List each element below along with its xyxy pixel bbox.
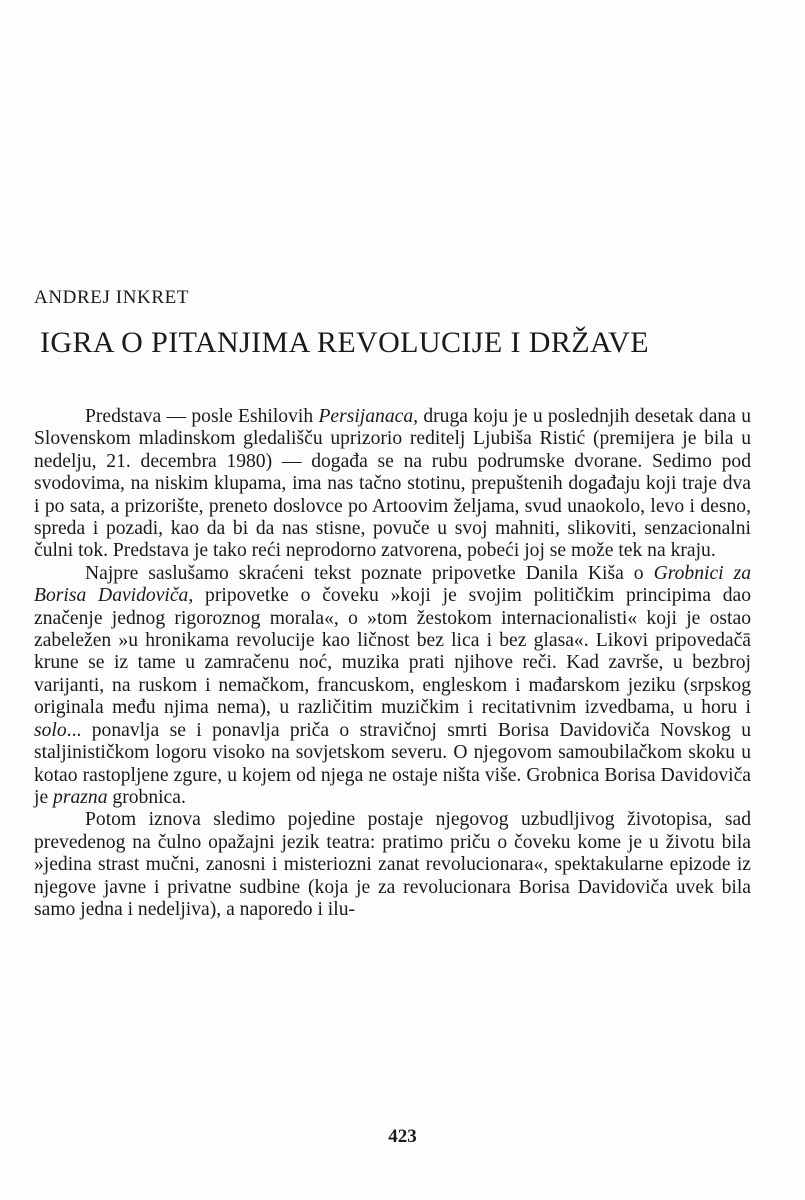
italic-work-title: Grobnici za Borisa Davidoviča, xyxy=(34,562,751,607)
author-name: ANDREJ INKRET xyxy=(34,287,190,308)
page-number: 423 xyxy=(388,1126,417,1147)
paragraph-text: Predstava — posle Eshilovih xyxy=(85,406,319,427)
paragraph-text: grobnica. xyxy=(107,786,186,808)
italic-work-title: Persijanaca, xyxy=(318,406,419,427)
italic-term: prazna xyxy=(53,786,108,808)
italic-term: solo xyxy=(34,719,67,741)
article-title: IGRA O PITANJIMA REVOLUCIJE I DRŽAVE xyxy=(40,326,649,359)
paragraph-text: druga koju je u poslednjih desetak dana u Slovenskom mladinskom gledališču uprizorio reditelj Ljubiša Ristić (premijera je bila u nedelju, 21. decembra 1980) — događa se na rubu podrumske dvorane. Sedimo pod svodovima, na niskim klupama, ima nas tačno stotinu, prepuštenih događaju koji traje dva i po sata, a prizorište, preneto doslovce po Artoovim željama, svud unaokolo, levo i desno, spreda i pozadi, kao da bi da nas stisne, povuče u svoj mahniti, slikoviti, senzacionalni čulni tok. Predstava je tako reći neprodorno zatvorena, pobeći joj se može tek na kraju. xyxy=(34,406,752,562)
paragraph-text: Najpre saslušamo skraćeni tekst poznate pripovetke Danila Kiša o xyxy=(85,562,654,584)
paragraph-text: ... ponavlja se i ponavlja priča o stravičnoj smrti Borisa Davidoviča Novskog u staljinističkom logoru visoko na sovjetskom severu. O njegovom samoubilačkom skoku u kotao rastopljene zgure, u kojem od njega ne ostaje ništa više. Grobnica Borisa Davidoviča je xyxy=(34,719,751,808)
paragraph-3: Potom iznova sledimo pojedine postaje njegovog uzbudljivog životopisa, sad prevedenog na čulno opažajni jezik teatra: pratimo priču o čoveku kome je u životu bila »jedina strast mučni, zanosni i misteriozni zanat revolucionara«, spektakularne epizode iz njegove javne i privatne sudbine (koja je za revolucionara Borisa Davidoviča uvek bila samo jedna i nedeljiva), a naporedo i ilu- xyxy=(34,809,751,920)
paragraph-text: pripovetke o čoveku »koji je svojim političkim principima dao značenje jednog rigoroznog morala«, o »tom žestokom internacionalisti« koji je ostao zabeležen »u hronikama revolucije kao ličnost bez lica i bez glasa«. Likovi pripovedačā krune se iz tame u zamračenu noć, muzika prati njihove reči. Kad završe, u bezbroj varijanti, na ruskom i nemačkom, francuskom, engleskom i mađarskom jeziku (srpskog originala među njima nema), u različitim muzičkim i recitativnim izvedbama, u horu i xyxy=(34,585,751,719)
article-body xyxy=(34,406,751,921)
paragraph-2 xyxy=(34,563,751,809)
paragraph-1 xyxy=(34,406,751,563)
